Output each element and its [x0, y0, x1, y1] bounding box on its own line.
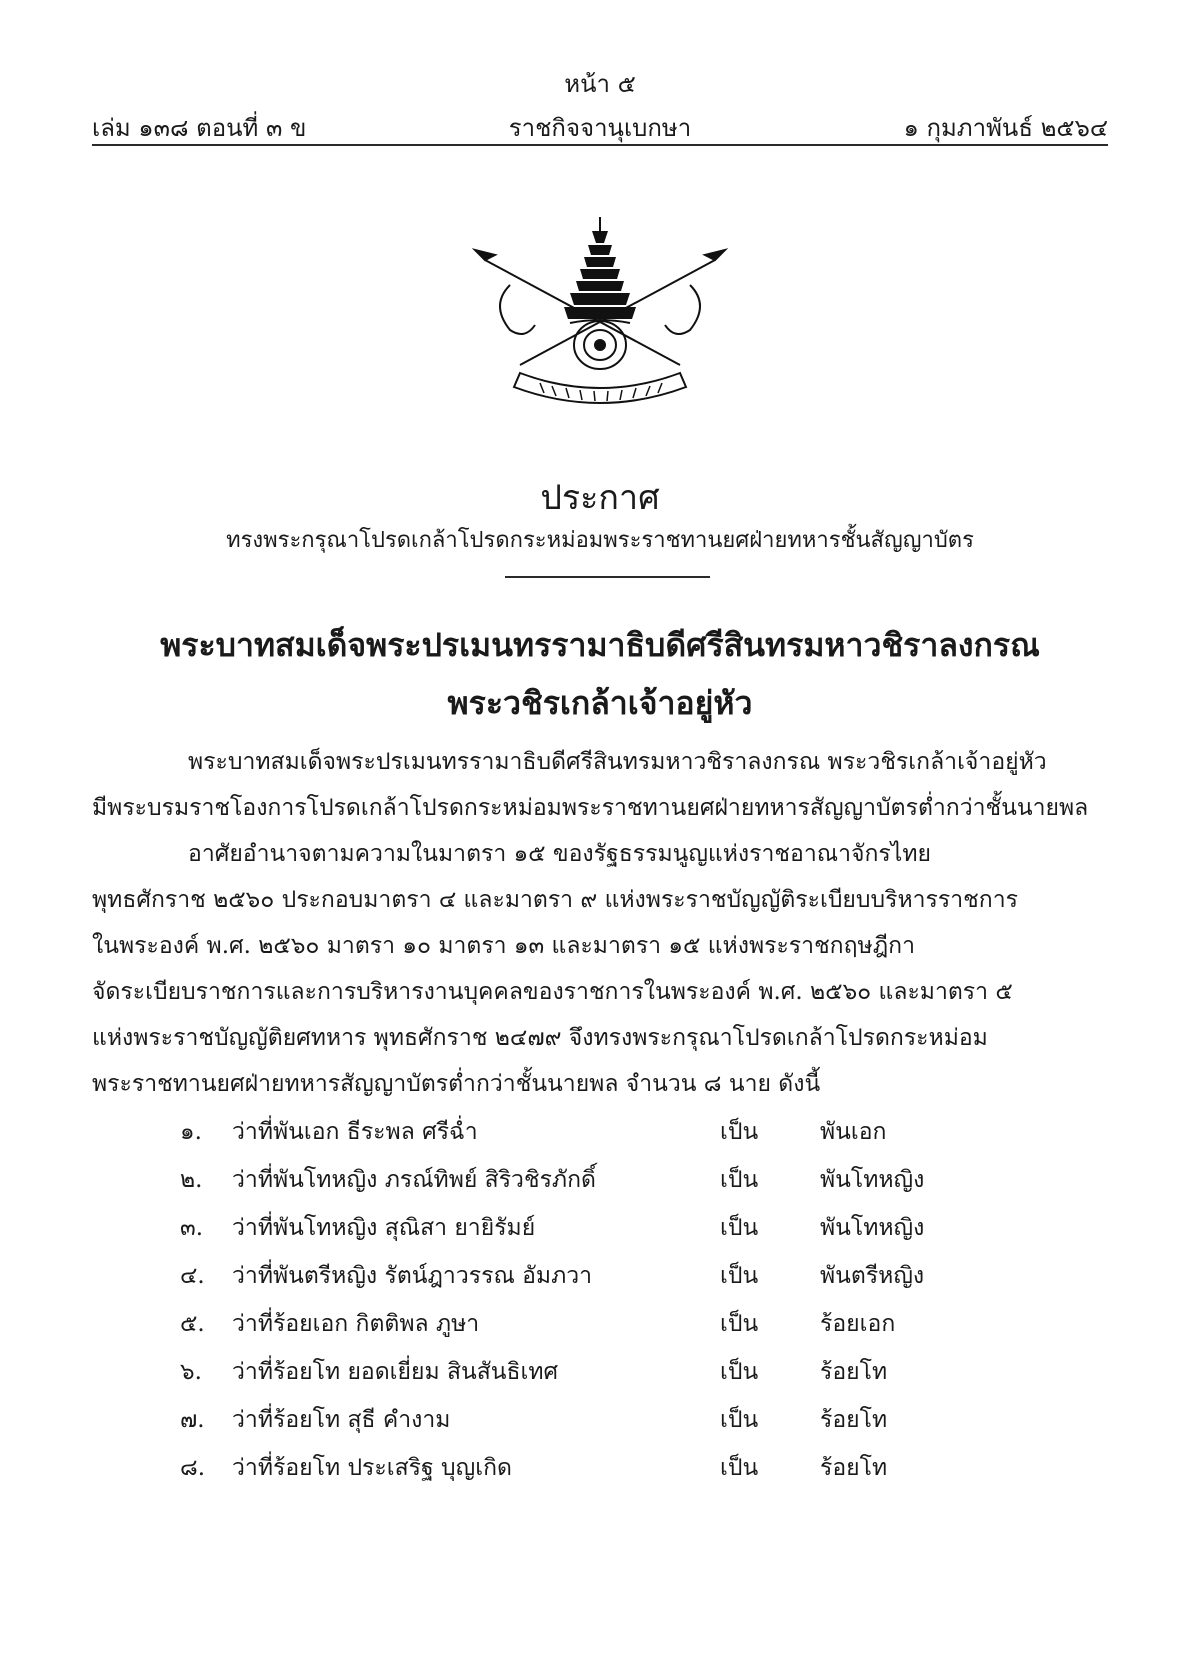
announcement-title: ประกาศ	[540, 478, 660, 518]
volume-issue: เล่ม ๑๓๘ ตอนที่ ๓ ข	[92, 114, 307, 142]
item-number: ๒.	[180, 1167, 203, 1193]
officer-name: ว่าที่พันโทหญิง สุณิสา ยายิรัมย์	[232, 1215, 536, 1241]
list-item	[180, 1258, 1080, 1292]
item-number: ๖.	[180, 1359, 202, 1385]
as-label: เป็น	[720, 1167, 759, 1193]
paragraph-2-line-1: อาศัยอำนาจตามความในมาตรา ๑๕ ของรัฐธรรมนูญแห่งราชอาณาจักรไทย	[188, 841, 931, 867]
new-rank: ร้อยโท	[820, 1455, 888, 1481]
publication-name: ราชกิจจานุเบกษา	[508, 114, 692, 142]
paragraph-1-line-2: มีพระบรมราชโองการโปรดเกล้าโปรดกระหม่อมพระราชทานยศฝ่ายทหารสัญญาบัตรต่ำกว่าชั้นนายพล	[92, 795, 1089, 821]
announcement-subtitle: ทรงพระกรุณาโปรดเกล้าโปรดกระหม่อมพระราชทานยศฝ่ายทหารชั้นสัญญาบัตร	[226, 528, 974, 553]
as-label: เป็น	[720, 1119, 759, 1145]
paragraph-2-line-3: ในพระองค์ พ.ศ. ๒๕๖๐ มาตรา ๑๐ มาตรา ๑๓ และมาตรา ๑๕ แห่งพระราชกฤษฎีกา	[92, 933, 915, 959]
page-number: หน้า ๕	[564, 70, 636, 98]
list-item	[180, 1210, 1080, 1244]
new-rank: พันโทหญิง	[820, 1167, 925, 1193]
new-rank: พันโทหญิง	[820, 1215, 925, 1241]
publication-date: ๑ กุมภาพันธ์ ๒๕๖๔	[903, 114, 1108, 142]
list-item	[180, 1450, 1080, 1484]
royal-emblem-icon	[470, 215, 730, 415]
list-item	[180, 1402, 1080, 1436]
item-number: ๑.	[180, 1119, 202, 1145]
paragraph-2-line-6: พระราชทานยศฝ่ายทหารสัญญาบัตรต่ำกว่าชั้นนายพล จำนวน ๘ นาย ดังนี้	[92, 1071, 821, 1097]
officer-name: ว่าที่ร้อยโท สุธี คำงาม	[232, 1407, 451, 1433]
new-rank: พันเอก	[820, 1119, 887, 1145]
as-label: เป็น	[720, 1263, 759, 1289]
as-label: เป็น	[720, 1359, 759, 1385]
new-rank: ร้อยเอก	[820, 1311, 896, 1337]
king-name-line-2: พระวชิรเกล้าเจ้าอยู่หัว	[447, 684, 753, 722]
paragraph-2-line-2: พุทธศักราช ๒๕๖๐ ประกอบมาตรา ๔ และมาตรา ๙ แห่งพระราชบัญญัติระเบียบบริหารราชการ	[92, 887, 1018, 913]
header-divider	[92, 144, 1108, 146]
paragraph-1-line-1: พระบาทสมเด็จพระปรเมนทรรามาธิบดีศรีสินทรมหาวชิราลงกรณ พระวชิรเกล้าเจ้าอยู่หัว	[188, 749, 1047, 775]
officer-name: ว่าที่พันโทหญิง ภรณ์ทิพย์ สิริวชิรภักดิ์	[232, 1167, 596, 1193]
item-number: ๘.	[180, 1455, 206, 1481]
as-label: เป็น	[720, 1407, 759, 1433]
as-label: เป็น	[720, 1215, 759, 1241]
list-item	[180, 1354, 1080, 1388]
list-item	[180, 1306, 1080, 1340]
officer-name: ว่าที่ร้อยเอก กิตติพล ภูษา	[232, 1311, 480, 1337]
title-divider	[505, 576, 710, 578]
gazette-header	[92, 108, 1108, 142]
list-item	[180, 1162, 1080, 1196]
as-label: เป็น	[720, 1311, 759, 1337]
new-rank: พันตรีหญิง	[820, 1263, 925, 1289]
paragraph-2-line-4: จัดระเบียบราชการและการบริหารงานบุคคลของราชการในพระองค์ พ.ศ. ๒๕๖๐ และมาตรา ๕	[92, 979, 1013, 1005]
officer-name: ว่าที่พันเอก ธีระพล ศรีฉ่ำ	[232, 1119, 478, 1145]
item-number: ๔.	[180, 1263, 205, 1289]
item-number: ๕.	[180, 1311, 205, 1337]
officer-name: ว่าที่ร้อยโท ยอดเยี่ยม สินสันธิเทศ	[232, 1359, 559, 1385]
new-rank: ร้อยโท	[820, 1359, 888, 1385]
officer-name: ว่าที่พันตรีหญิง รัตน์ฎาวรรณ อัมภวา	[232, 1263, 593, 1289]
item-number: ๓.	[180, 1215, 204, 1241]
list-item	[180, 1114, 1080, 1148]
item-number: ๗.	[180, 1407, 205, 1433]
officer-name: ว่าที่ร้อยโท ประเสริฐ บุญเกิด	[232, 1455, 512, 1481]
new-rank: ร้อยโท	[820, 1407, 888, 1433]
paragraph-2-line-5: แห่งพระราชบัญญัติยศทหาร พุทธศักราช ๒๔๗๙ จึงทรงพระกรุณาโปรดเกล้าโปรดกระหม่อม	[92, 1025, 988, 1051]
as-label: เป็น	[720, 1455, 759, 1481]
king-name-line-1: พระบาทสมเด็จพระปรเมนทรรามาธิบดีศรีสินทรมหาวชิราลงกรณ	[160, 626, 1040, 664]
